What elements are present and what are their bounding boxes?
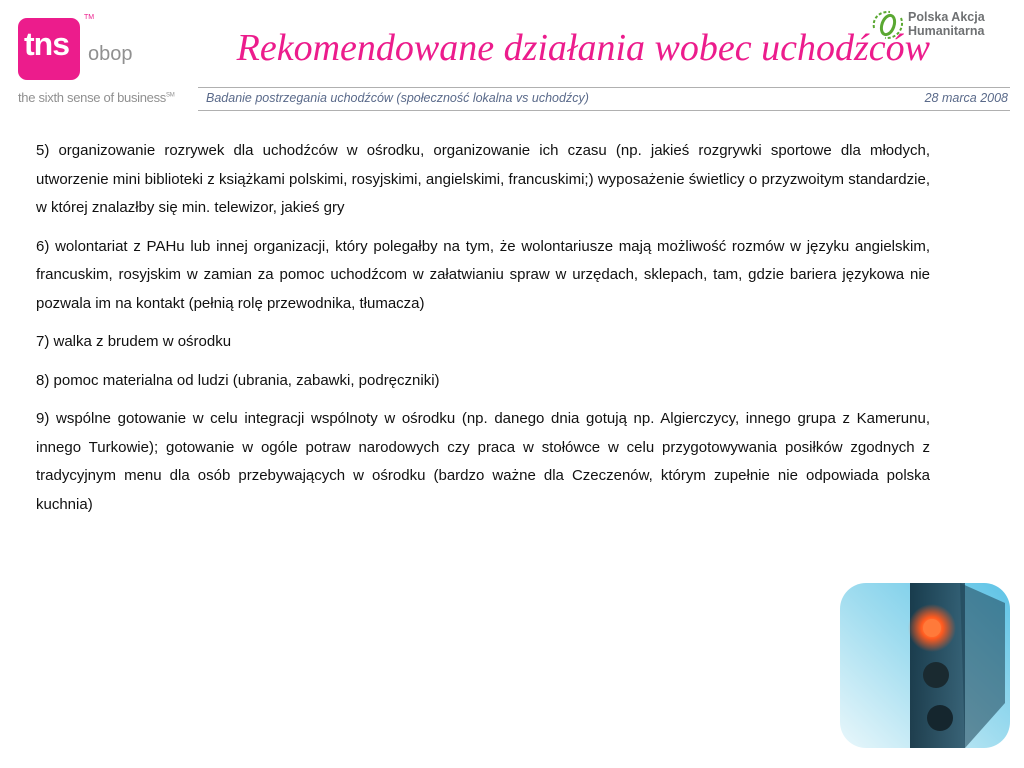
tagline-text: the sixth sense of business (18, 90, 166, 105)
list-item: 5) organizowanie rozrywek dla uchodźców w ośrodku, organizowanie ich czasu (np. jakieś rozgrywki sportowe dla młodych, utworzenie mini biblioteki z książkami polskimi, rosyjskimi, angielskimi, francuskimi;) wyposażenie świetlicy o przyzwoitym standardzie, w której znalazłby się min. telewizor, jakieś gry (36, 142, 930, 216)
tagline-trademark: SM (166, 92, 175, 99)
list-item: 6) wolontariat z PAHu lub innej organizacji, który polegałby na tym, że wolontariusze mają możliwość rozmów w języku angielskim, francuskim, rosyjskim w zamian za pomoc uchodźcom w załatwianiu spraw w urzędach, sklepach, tam, gdzie bariera językowa nie pozwala im na kontakt (pełnią rolę przewodnika, tłumacza) (36, 237, 930, 312)
page-title: Rekomendowane działania wobec uchodźców (236, 27, 930, 69)
traffic-light-image (840, 583, 1010, 748)
list-item: 9) wspólne gotowanie w celu integracji wspólnoty w ośrodku (np. danego dnia gotują np. Algierczycy, innego grupa z Kamerunu, innego Turkowie); gotowanie w ogóle potraw narodowych czy praca w stołówce w celu przygotowywania posiłków zgodnych z tradycyjnym menu dla osób przebywających w ośrodku (bardzo ważne dla Czeczenów, którym zupełnie nie odpowiada polska kuchnia) (36, 410, 930, 513)
partner-logo-text (908, 10, 985, 38)
tns-logo-text: tns (24, 26, 69, 62)
tns-logo-trademark: TM (84, 14, 95, 21)
tns-logo-badge (18, 18, 80, 80)
list-item: 7) walka z brudem w ośrodku (36, 333, 232, 350)
tns-logo-suffix: obop (88, 43, 133, 65)
date: 28 marca 2008 (924, 91, 1008, 105)
pah-globe-icon (870, 8, 906, 42)
list-item: 8) pomoc materialna od ludzi (ubrania, zabawki, podręczniki) (36, 371, 440, 389)
subtitle-bar (198, 87, 1010, 111)
partner-logo-line1: Polska Akcja (908, 10, 985, 24)
subtitle: Badanie postrzegania uchodźców (społeczność lokalna vs uchodźcy) (206, 91, 589, 105)
traffic-light-graphic (840, 583, 1010, 748)
content-body (36, 137, 930, 529)
partner-logo-line2: Humanitarna (908, 24, 985, 38)
partner-logo (870, 8, 1015, 42)
tagline (18, 90, 174, 105)
